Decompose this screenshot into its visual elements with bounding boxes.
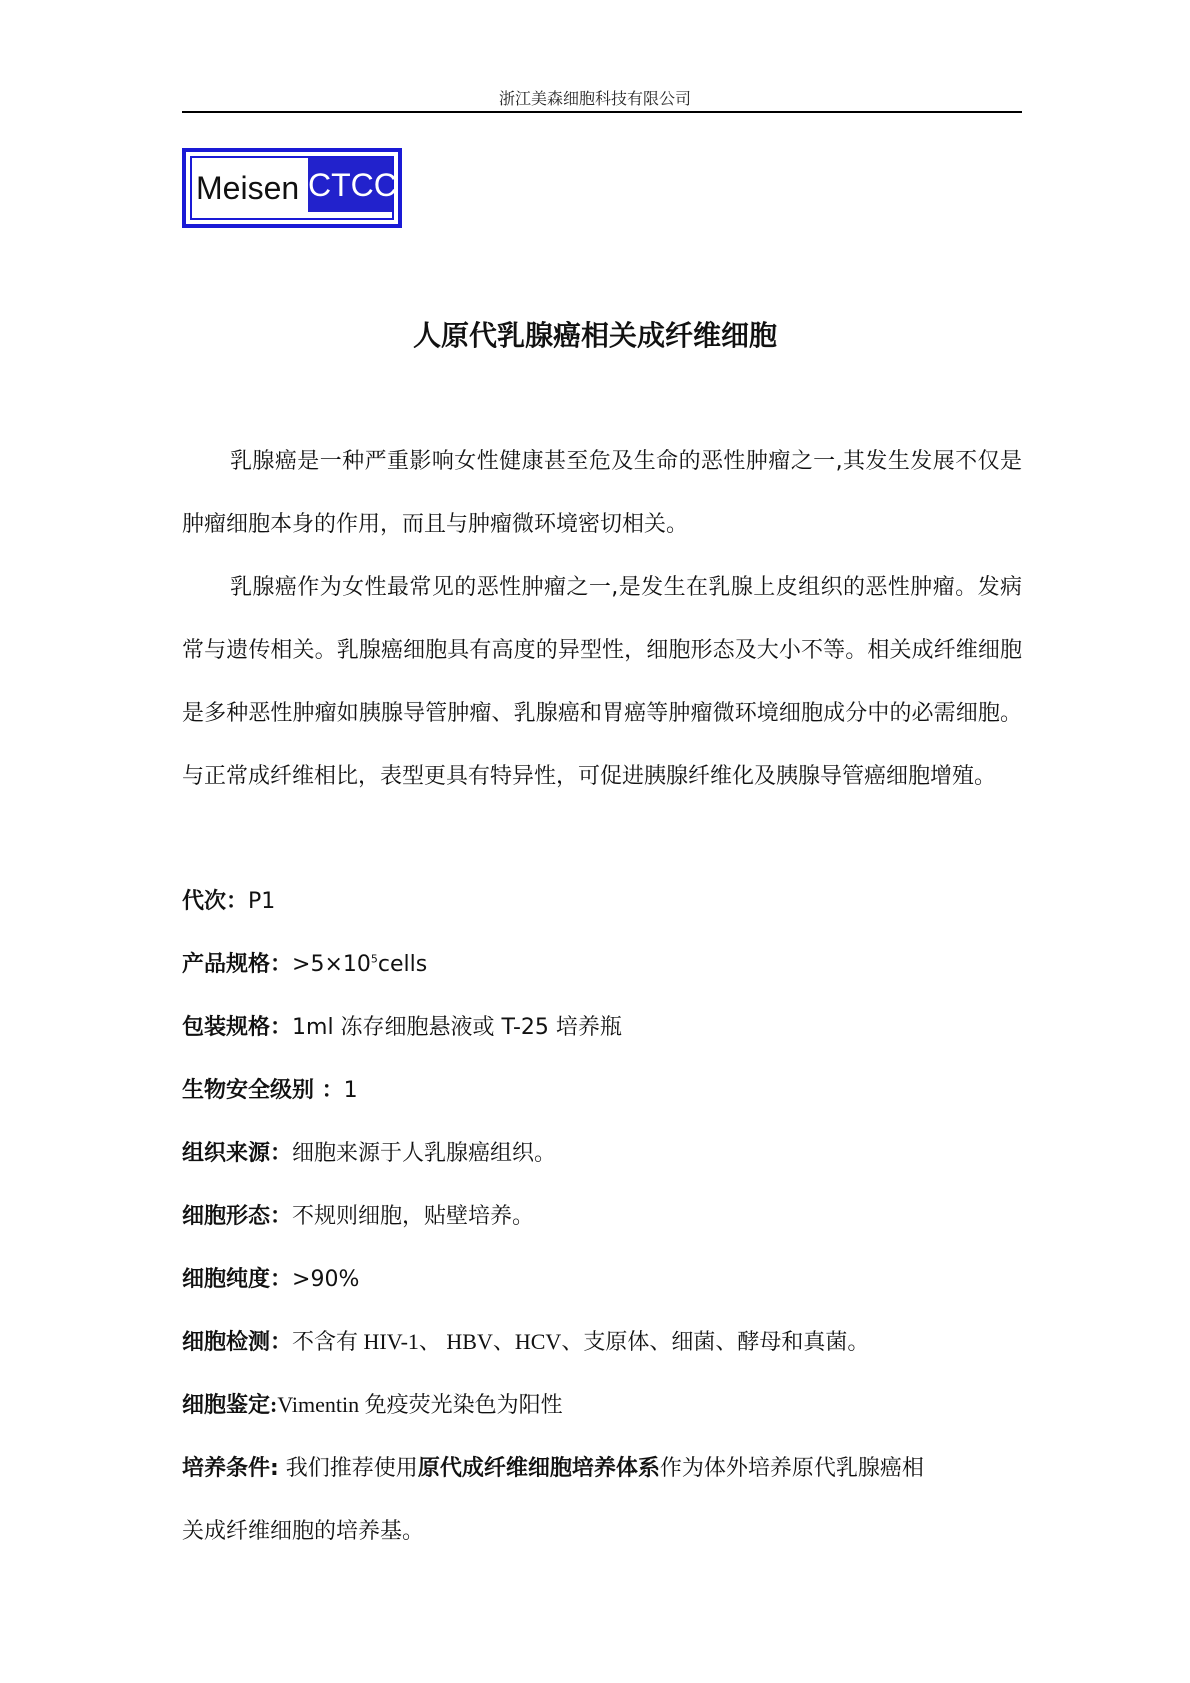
- spec-identification: [182, 1388, 563, 1419]
- spec-morphology-label: 细胞形态：: [182, 1204, 293, 1229]
- spec-culture-value-bold: 原代成纤维细胞培养体系: [417, 1456, 660, 1481]
- page-header-company: 浙江美森细胞科技有限公司: [498, 89, 691, 108]
- spec-biosafety-value: 1: [343, 1078, 358, 1103]
- spec-package: [182, 1010, 622, 1041]
- document-title: 人原代乳腺癌相关成纤维细胞: [412, 319, 777, 352]
- spec-purity-value: >90%: [292, 1267, 360, 1292]
- spec-tissue-source: [182, 1136, 556, 1167]
- spec-purity-label: 细胞纯度：: [182, 1267, 293, 1292]
- spec-culture-value-post: 作为体外培养原代乳腺癌相: [659, 1456, 924, 1481]
- spec-biosafety: [182, 1073, 358, 1104]
- spec-purity: [182, 1262, 359, 1293]
- spec-culture-label: 培养条件:: [182, 1456, 279, 1481]
- logo-text-meisen: Meisen: [196, 170, 300, 206]
- spec-passage: [182, 884, 275, 915]
- spec-detection-value: 不含有 HIV-1、 HBV、HCV、支原体、细菌、酵母和真菌。: [292, 1329, 870, 1354]
- spec-product-exponent: 5: [370, 952, 378, 966]
- spec-identification-value: Vimentin 免疫荧光染色为阳性: [277, 1392, 563, 1417]
- header-rule: [182, 111, 1022, 113]
- spec-passage-label: 代次：: [182, 889, 249, 914]
- spec-detection: [182, 1325, 869, 1356]
- spec-product-value-prefix: >5×10: [292, 952, 371, 977]
- intro-paragraph-2: 乳腺癌作为女性最常见的恶性肿瘤之一,是发生在乳腺上皮组织的恶性肿瘤。发病常与遗传相关。乳腺癌细胞具有高度的异型性，细胞形态及大小不等。相关成纤维细胞是多种恶性肿瘤如胰腺导管肿瘤、乳腺癌和胃癌等肿瘤微环境细胞成分中的必需细胞。与正常成纤维相比，表型更具有特异性，可促进胰腺纤维化及胰腺导管癌细胞增殖。: [182, 575, 1022, 789]
- spec-biosafety-label: 生物安全级别 ：: [182, 1078, 344, 1103]
- spec-culture: [182, 1451, 924, 1482]
- spec-product-value-suffix: cells: [377, 952, 428, 977]
- spec-tissue-source-value: 细胞来源于人乳腺癌组织。: [292, 1141, 557, 1166]
- intro-paragraph-1: 乳腺癌是一种严重影响女性健康甚至危及生命的恶性肿瘤之一,其发生发展不仅是肿瘤细胞本身的作用，而且与肿瘤微环境密切相关。: [182, 449, 1022, 537]
- spec-culture-line2: 关成纤维细胞的培养基。: [182, 1519, 425, 1544]
- spec-product-label: 产品规格：: [182, 952, 293, 977]
- spec-package-value: 1ml 冻存细胞悬液或 T-25 培养瓶: [292, 1015, 622, 1040]
- spec-detection-label: 细胞检测：: [182, 1330, 293, 1355]
- spec-culture-value-pre: 我们推荐使用: [278, 1456, 418, 1481]
- spec-package-label: 包装规格：: [182, 1015, 293, 1040]
- logo-text-ctcc: CTCC: [308, 158, 392, 212]
- spec-morphology: [182, 1199, 534, 1230]
- spec-morphology-value: 不规则细胞，贴壁培养。: [292, 1204, 535, 1229]
- spec-identification-label: 细胞鉴定:: [182, 1392, 278, 1417]
- spec-tissue-source-label: 组织来源：: [182, 1141, 293, 1166]
- spec-product: [182, 947, 427, 978]
- company-logo: [182, 148, 402, 228]
- spec-passage-value: P1: [248, 889, 276, 914]
